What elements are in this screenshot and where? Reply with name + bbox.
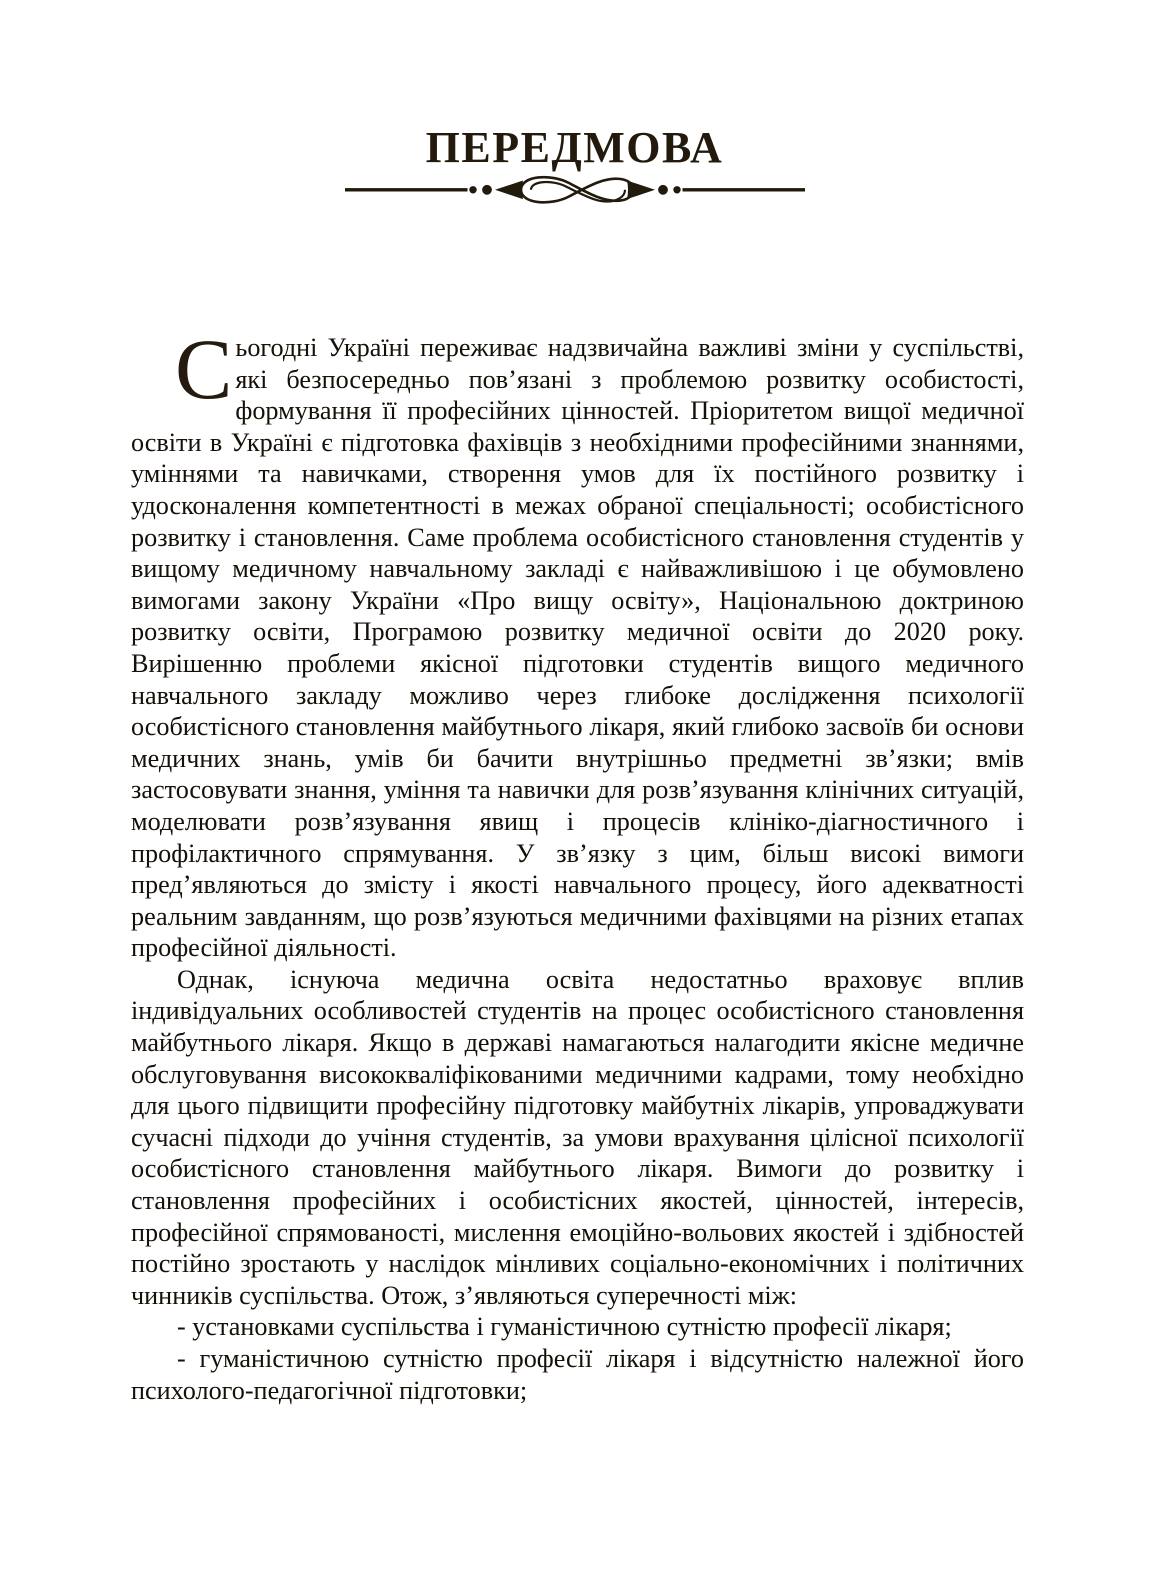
paragraph-first	[131, 321, 1024, 964]
body-text-block	[131, 321, 1024, 1406]
ornament-divider	[0, 162, 1149, 218]
infinity-flourish-divider-icon	[345, 167, 805, 213]
list-item: - гуманістичною сутністю професії лікаря і відсутністю належної його психолого-педагогічної підготовки;	[131, 1344, 1024, 1405]
paragraph-second: Однак, існуюча медична освіта недостатньо враховує вплив індивідуальних особливостей студентів на процес особистісного становлення майбутнього лікаря. Якщо в державі намагаються налагодити якісне медичне обслуговування висококваліфікованими медичними кадрами, тому необхідно для цього підвищити професійну підготовку майбутніх лікарів, упроваджувати сучасні підходи до учіння студентів, за умови врахування цілісної психології особистісного становлення майбутнього лікаря. Вимоги до розвитку і становлення професійних і особистісних якостей, цінностей, інтересів, професійної спрямованості, мислення емоційно-вольових якостей і здібностей постійно зростають у наслідок мінливих соціально-економічних і політичних чинників суспільства. Отож, з’являються суперечності між:	[131, 964, 1024, 1310]
page-title: ПЕРЕДМОВА	[425, 123, 724, 173]
drop-cap: С	[175, 321, 233, 417]
paragraph-first-text: ьогодні Україні переживає надзвичайна важливі зміни у суспільстві, які безпосередньо пов’язані з проблемою розвитку особистості, формування її професійних цінностей. Пріоритетом вищої медичної освіти в Україні є підготовка фахівців з необхідними професійними знаннями, уміннями та навичками, створення умов для їх постійного розвитку і удосконалення компетентності в межах обраної спеціальності; особистісного розвитку і становлення. Саме проблема особистісного становлення студентів у вищому медичному навчальному закладі є найважливішою і це обумовлено вимогами закону України «Про вищу освіту», Національною доктриною розвитку освіти, Програмою розвитку медичної освіти до 2020 року. Вирішенню проблеми якісної підготовки студентів вищого медичного навчального закладу можливо через глибоке дослідження психології особистісного становлення майбутнього лікаря, який глибоко засвоїв би основи медичних знань, умів би бачити внутрішньо предметні зв’язки; вмів застосовувати знання, уміння та навички для розв’язування клінічних ситуацій, моделювати розв’язування явищ і процесів клініко-діагностичного і профілактичного спрямування. У зв’язку з цим, більш високі вимоги пред’являються до змісту і якості навчального процесу, його адекватності реальним завданням, що розв’язуються медичними фахівцями на різних етапах професійної діяльності.	[131, 333, 1024, 963]
list-item: - установками суспільства і гуманістичною сутністю професії лікаря;	[177, 1312, 952, 1342]
